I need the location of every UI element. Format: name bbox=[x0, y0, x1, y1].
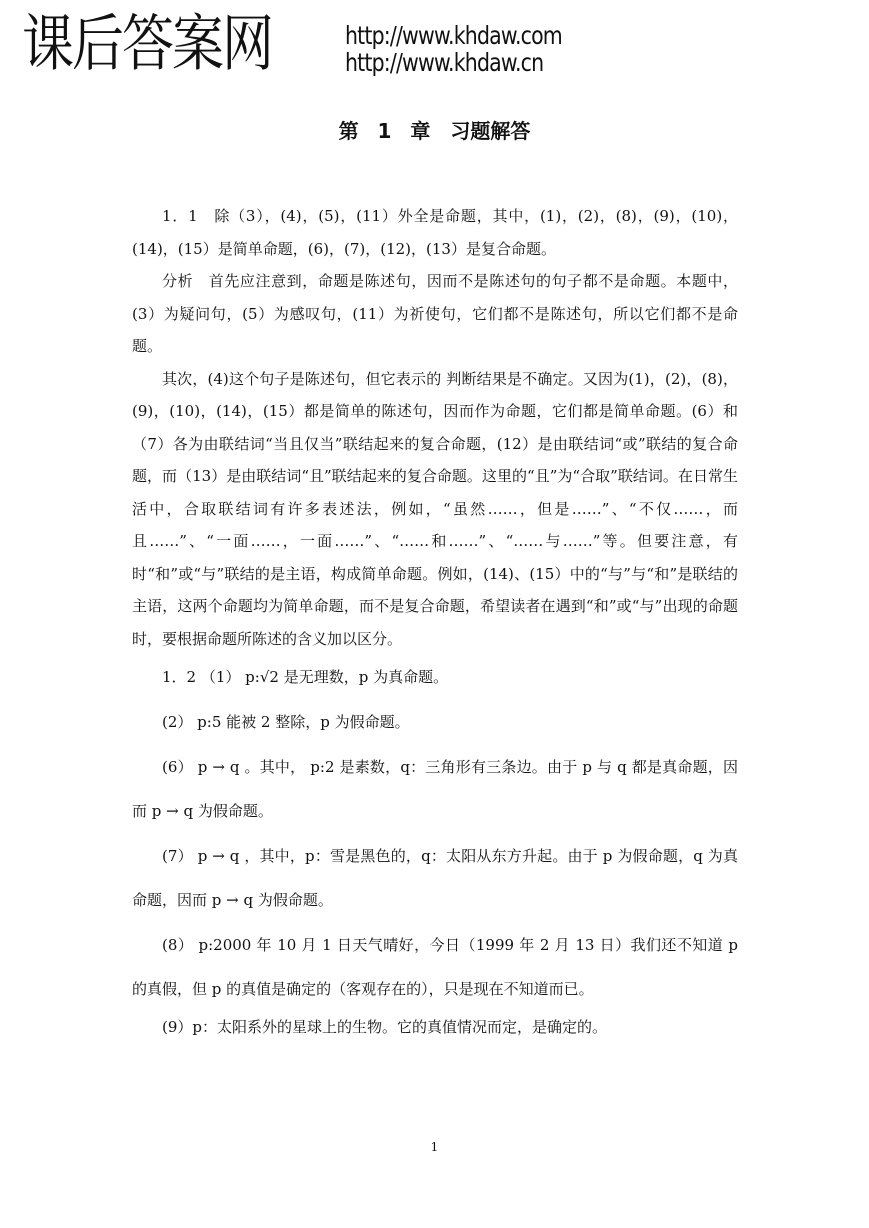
answer-1-2-part-9: (9）p：太阳系外的星球上的生物。它的真值情况而定，是确定的。 bbox=[162, 1018, 608, 1036]
header-urls bbox=[345, 22, 562, 76]
chapter-title: 第 1 章 习题解答 bbox=[338, 119, 531, 143]
document-body bbox=[132, 200, 738, 1044]
answer-1-2-part-6: (6） p → q 。其中， p:2 是素数，q：三角形有三条边。由于 p 与 q 都是真命题，因而 p → q 为假命题。 bbox=[132, 758, 738, 820]
answer-1-2-part-2: (2） p:5 能被 2 整除，p 为假命题。 bbox=[162, 713, 410, 731]
header-url-com[interactable]: http://www.khdaw.com bbox=[345, 21, 562, 50]
answer-1-2-part-8: (8） p:2000 年 10 月 1 日天气晴好，今日（1999 年 2 月 13 日）我们还不知道 p 的真假，但 p 的真值是确定的（客观存在的），只是现在不知道而已。 bbox=[132, 936, 738, 998]
explanation-paragraph: 其次，(4)这个句子是陈述句，但它表示的 判断结果是不确定。又因为(1)，(2)，(8)，(9)，(10)，(14)，(15）都是简单的陈述句，因而作为命题，它们都是简单命题。(6）和（7）各为由联结词“当且仅当”联结起来的复合命题，(12）是由联结词“或”联结的复合命题，而（13）是由联结词“且”联结起来的复合命题。这里的“且”为“合取”联结词。在日常生活中，合取联结词有许多表述法，例如，“虽然……，但是……”、“不仅……，而且……”、“一面……，一面……”、“……和……”、“……与……”等。但要注意，有时“和”或“与”联结的是主语，构成简单命题。例如，(14)、(15）中的“与”与“和”是联结的主语，这两个命题均为简单命题，而不是复合命题，希望读者在遇到“和”或“与”出现的命题时，要根据命题所陈述的含义加以区分。 bbox=[132, 369, 738, 648]
site-logo: 课后答案网 bbox=[22, 9, 273, 81]
analysis-paragraph: 分析 首先应注意到，命题是陈述句，因而不是陈述句的句子都不是命题。本题中，(3）为疑问句，(5）为感叹句，(11）为祈使句，它们都不是陈述句，所以它们都不是命题。 bbox=[132, 272, 738, 355]
page-number: 1 bbox=[430, 1140, 439, 1154]
answer-1-1: 1．1 除（3），(4)，(5)，(11）外全是命题，其中，(1)，(2)，(8)，(9)，(10)，(14)，(15）是简单命题，(6)，(7)，(12)，(13）是复合命题。 bbox=[132, 207, 738, 258]
answer-1-2-part-7: (7） p → q ，其中，p：雪是黑色的，q：太阳从东方升起。由于 p 为假命题，q 为真命题，因而 p → q 为假命题。 bbox=[132, 847, 738, 909]
header-url-cn[interactable]: http://www.khdaw.cn bbox=[345, 48, 544, 77]
answer-1-2-part-1: 1．2 （1） p:√2 是无理数，p 为真命题。 bbox=[162, 668, 449, 686]
